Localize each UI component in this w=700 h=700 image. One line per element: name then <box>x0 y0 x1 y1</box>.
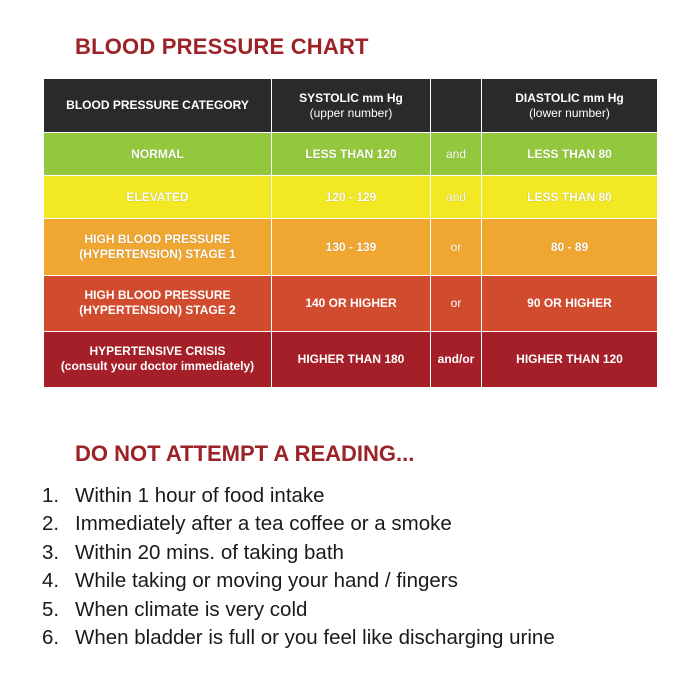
category-label: HIGH BLOOD PRESSURE <box>84 288 231 303</box>
systolic-cell: HIGHER THAN 180 <box>272 331 431 387</box>
header-category <box>44 79 272 133</box>
header-systolic <box>272 79 431 133</box>
list-item <box>42 482 555 510</box>
header-diastolic-sublabel: (lower number) <box>529 105 610 120</box>
header-category-label: BLOOD PRESSURE CATEGORY <box>66 98 249 113</box>
list-item-text: Within 1 hour of food intake <box>75 484 325 507</box>
category-label: NORMAL <box>131 146 184 161</box>
category-cell <box>44 275 272 331</box>
category-cell <box>44 219 272 275</box>
systolic-cell: 130 - 139 <box>272 219 431 275</box>
warnings-list <box>42 482 555 652</box>
list-item-number: 5. <box>42 597 60 621</box>
blood-pressure-table <box>43 78 658 388</box>
table-header-row <box>44 79 658 133</box>
category-sublabel: (HYPERTENSION) STAGE 1 <box>79 247 236 261</box>
header-systolic-label: SYSTOLIC mm Hg <box>299 90 403 105</box>
table-row-normal <box>44 133 658 176</box>
systolic-cell: 120 - 129 <box>272 176 431 219</box>
chart-title: BLOOD PRESSURE CHART <box>75 34 369 59</box>
connector-cell: and/or <box>431 331 482 387</box>
category-cell <box>44 176 272 219</box>
list-item-number: 4. <box>42 569 60 593</box>
category-label: HYPERTENSIVE CRISIS <box>89 344 226 359</box>
category-cell <box>44 133 272 176</box>
list-item-text: When bladder is full or you feel like discharging urine <box>75 626 555 650</box>
header-systolic-sublabel: (upper number) <box>309 105 393 120</box>
list-item-text: Immediately after a tea coffee or a smoke <box>75 512 452 536</box>
list-item-text: While taking or moving your hand / fingers <box>75 569 458 593</box>
list-item <box>42 510 555 538</box>
table-row-stage1 <box>44 219 658 275</box>
list-item <box>42 567 555 595</box>
category-sublabel: (HYPERTENSION) STAGE 2 <box>79 303 236 318</box>
connector-cell: or <box>431 275 482 331</box>
category-label: ELEVATED <box>126 189 189 204</box>
systolic-cell: LESS THAN 120 <box>272 133 431 176</box>
list-item-text: When climate is very cold <box>75 597 308 621</box>
systolic-cell: 140 OR HIGHER <box>272 275 431 331</box>
list-item-number: 1. <box>42 484 60 507</box>
diastolic-cell: LESS THAN 80 <box>482 176 658 219</box>
list-item <box>42 596 555 624</box>
diastolic-cell: 80 - 89 <box>482 219 658 275</box>
list-item-number: 3. <box>42 540 60 564</box>
table-row-crisis <box>44 331 658 387</box>
list-item <box>42 624 555 652</box>
diastolic-cell: LESS THAN 80 <box>482 133 658 176</box>
category-cell <box>44 331 272 387</box>
table-row-elevated <box>44 176 658 219</box>
warnings-title: DO NOT ATTEMPT A READING... <box>75 441 415 466</box>
connector-cell: and <box>431 176 482 219</box>
list-item <box>42 539 555 567</box>
list-item-number: 2. <box>42 512 60 536</box>
header-diastolic-label: DIASTOLIC mm Hg <box>515 90 624 105</box>
diastolic-cell: 90 OR HIGHER <box>482 275 658 331</box>
category-sublabel: (consult your doctor immediately) <box>60 359 255 374</box>
connector-cell: and <box>431 133 482 176</box>
list-item-text: Within 20 mins. of taking bath <box>75 540 344 564</box>
header-diastolic <box>482 79 658 133</box>
diastolic-cell: HIGHER THAN 120 <box>482 331 658 387</box>
category-label: HIGH BLOOD PRESSURE <box>84 232 231 246</box>
connector-cell: or <box>431 219 482 275</box>
table-row-stage2 <box>44 275 658 331</box>
list-item-number: 6. <box>42 626 60 650</box>
header-connector <box>431 79 482 133</box>
